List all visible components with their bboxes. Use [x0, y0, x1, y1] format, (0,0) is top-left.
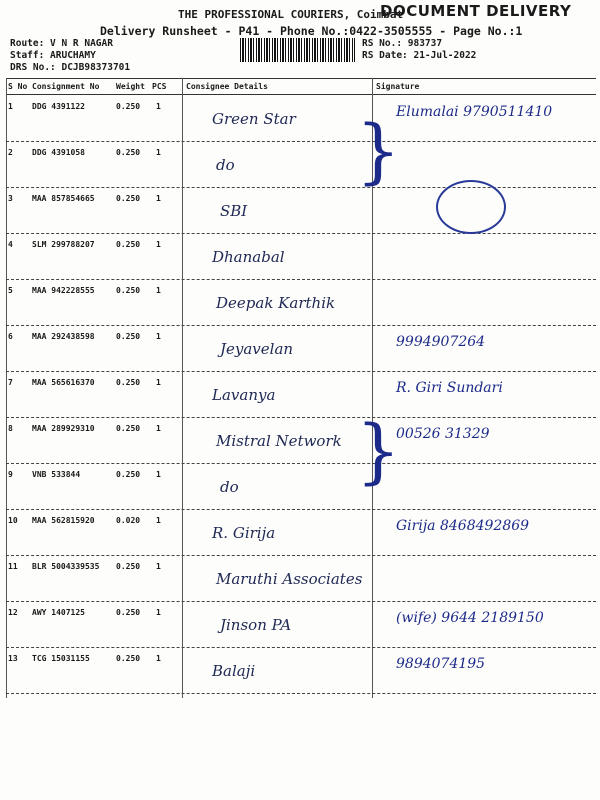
- sno-cell: 11: [8, 562, 18, 571]
- consignee-name: Green Star: [212, 110, 296, 128]
- weight-cell: 0.020: [116, 516, 141, 525]
- consignment-cell: MAA 562815920: [32, 516, 95, 525]
- consignment-cell: DDG 4391058: [32, 148, 85, 157]
- table-row: [6, 464, 596, 510]
- weight-cell: 0.250: [116, 378, 141, 387]
- header-consignee: Consignee Details: [186, 82, 268, 91]
- sno-cell: 2: [8, 148, 13, 157]
- document-delivery-badge: DOCUMENT DELIVERY: [380, 2, 572, 20]
- table-row: [6, 510, 596, 556]
- barcode: [240, 38, 355, 62]
- consignee-name: Mistral Network: [216, 432, 342, 450]
- consignment-cell: BLR 5004339535: [32, 562, 100, 571]
- sno-cell: 8: [8, 424, 13, 433]
- pcs-cell: 1: [156, 102, 161, 111]
- signature-text: Girija 8468492869: [396, 518, 530, 534]
- pcs-cell: 1: [156, 240, 161, 249]
- table-row: [6, 326, 596, 372]
- sno-cell: 3: [8, 194, 13, 203]
- consignment-cell: MAA 292438598: [32, 332, 95, 341]
- table-row: [6, 280, 596, 326]
- header-sno: S No: [8, 82, 28, 91]
- staff-label: Staff: ARUCHAMY: [10, 50, 96, 61]
- table-row: [6, 188, 596, 234]
- consignee-name: Maruthi Associates: [216, 570, 363, 588]
- weight-cell: 0.250: [116, 562, 141, 571]
- consignment-cell: VNB 533844: [32, 470, 81, 479]
- consignee-name: Jeyavelan: [220, 340, 294, 358]
- weight-cell: 0.250: [116, 194, 141, 203]
- sno-cell: 4: [8, 240, 13, 249]
- table-row: [6, 602, 596, 648]
- consignee-name: Dhanabal: [212, 248, 285, 266]
- consignment-cell: DDG 4391122: [32, 102, 85, 111]
- pcs-cell: 1: [156, 516, 161, 525]
- weight-cell: 0.250: [116, 332, 141, 341]
- weight-cell: 0.250: [116, 470, 141, 479]
- consignment-cell: AWY 1407125: [32, 608, 85, 617]
- header-signature: Signature: [376, 82, 420, 91]
- pcs-cell: 1: [156, 562, 161, 571]
- signature-text: 9894074195: [396, 656, 486, 672]
- signature-text: Elumalai 9790511410: [396, 104, 553, 120]
- bracket-mark: }: [356, 410, 401, 492]
- runsheet-title: Delivery Runsheet - P41 - Phone No.:0422-3505555 - Page No.:1: [100, 24, 523, 38]
- consignee-name: do: [216, 156, 235, 174]
- table-row: [6, 142, 596, 188]
- weight-cell: 0.250: [116, 240, 141, 249]
- sno-cell: 7: [8, 378, 13, 387]
- table-row: [6, 96, 596, 142]
- sno-cell: 10: [8, 516, 18, 525]
- consignee-name: do: [220, 478, 239, 496]
- signature-text: 00526 31329: [396, 426, 490, 442]
- rs-date: RS Date: 21-Jul-2022: [362, 50, 477, 61]
- consignee-name: Lavanya: [212, 386, 276, 404]
- drs-number: DRS No.: DCJB98373701: [10, 62, 131, 73]
- pcs-cell: 1: [156, 332, 161, 341]
- consignee-name: Balaji: [212, 662, 256, 680]
- pcs-cell: 1: [156, 424, 161, 433]
- pcs-cell: 1: [156, 378, 161, 387]
- signature-text: (wife) 9644 2189150: [396, 610, 544, 626]
- rs-number: RS No.: 983737: [362, 38, 443, 49]
- weight-cell: 0.250: [116, 102, 141, 111]
- consignment-cell: MAA 857854665: [32, 194, 95, 203]
- weight-cell: 0.250: [116, 608, 141, 617]
- consignment-cell: MAA 565616370: [32, 378, 95, 387]
- bracket-mark: }: [356, 110, 401, 192]
- sno-cell: 9: [8, 470, 13, 479]
- weight-cell: 0.250: [116, 424, 141, 433]
- consignee-name: Jinson PA: [220, 616, 292, 634]
- table-row: [6, 372, 596, 418]
- route-label: Route: V N R NAGAR: [10, 38, 113, 49]
- pcs-cell: 1: [156, 148, 161, 157]
- row-separator: [6, 693, 596, 694]
- signature-text: 9994907264: [396, 334, 486, 350]
- weight-cell: 0.250: [116, 654, 141, 663]
- consignment-cell: MAA 942228555: [32, 286, 95, 295]
- pcs-cell: 1: [156, 470, 161, 479]
- signature-text: R. Giri Sundari: [396, 380, 503, 396]
- table-row: [6, 418, 596, 464]
- table-row: [6, 234, 596, 280]
- sno-cell: 6: [8, 332, 13, 341]
- consignment-cell: MAA 289929310: [32, 424, 95, 433]
- sno-cell: 12: [8, 608, 18, 617]
- runsheet-table: [6, 78, 596, 698]
- weight-cell: 0.250: [116, 148, 141, 157]
- sno-cell: 5: [8, 286, 13, 295]
- consignment-cell: TCG 15031155: [32, 654, 90, 663]
- pcs-cell: 1: [156, 654, 161, 663]
- table-row: [6, 556, 596, 602]
- header-weight: Weight: [116, 82, 145, 91]
- consignee-name: R. Girija: [212, 524, 276, 542]
- sno-cell: 1: [8, 102, 13, 111]
- header-pcs: PCS: [152, 82, 167, 91]
- pcs-cell: 1: [156, 608, 161, 617]
- table-row: [6, 648, 596, 694]
- pcs-cell: 1: [156, 286, 161, 295]
- company-name: THE PROFESSIONAL COURIERS, Coimbat: [178, 8, 404, 21]
- receipt-stamp: [436, 180, 506, 234]
- consignee-name: Deepak Karthik: [216, 294, 336, 312]
- sno-cell: 13: [8, 654, 18, 663]
- header-consignment: Consignment No: [32, 82, 100, 91]
- pcs-cell: 1: [156, 194, 161, 203]
- weight-cell: 0.250: [116, 286, 141, 295]
- consignment-cell: SLM 299788207: [32, 240, 95, 249]
- consignee-name: SBI: [220, 202, 248, 220]
